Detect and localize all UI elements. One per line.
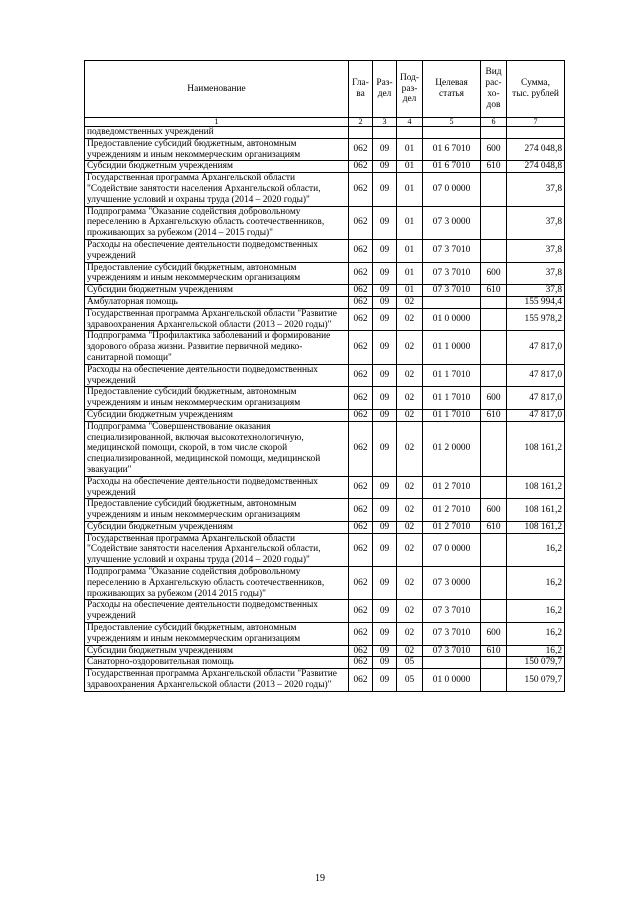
cell-podrazdel: 02 bbox=[397, 600, 423, 623]
cell-name: Подпрограмма "Профилактика заболеваний и формирование здорового образа жизни. Развитие первичной медико-санитарной помощи" bbox=[85, 331, 349, 364]
cell-summa: 16,2 bbox=[507, 567, 565, 600]
cell-name: Государственная программа Архангельской области "Развитие здравоохранения Архангельской области (2013 – 2020 годы)" bbox=[85, 308, 349, 331]
cell-glava: 062 bbox=[349, 600, 373, 623]
table-header-row bbox=[85, 61, 565, 118]
cell-statya: 01 6 7010 bbox=[423, 161, 481, 173]
cell-podrazdel: 02 bbox=[397, 521, 423, 533]
cell-vid: 610 bbox=[481, 521, 507, 533]
cell-summa: 16,2 bbox=[507, 645, 565, 657]
cell-razdel: 09 bbox=[373, 521, 397, 533]
cell-vid bbox=[481, 421, 507, 476]
cell-summa: 37,8 bbox=[507, 206, 565, 239]
cell-glava: 062 bbox=[349, 421, 373, 476]
column-number: 5 bbox=[423, 118, 481, 127]
table-row bbox=[85, 331, 565, 364]
cell-statya: 01 1 7010 bbox=[423, 364, 481, 387]
cell-vid: 600 bbox=[481, 623, 507, 646]
cell-podrazdel: 02 bbox=[397, 421, 423, 476]
cell-podrazdel: 05 bbox=[397, 657, 423, 669]
cell-vid: 600 bbox=[481, 138, 507, 161]
cell-name: Государственная программа Архангельской области "Содействие занятости населения Архангельской области, улучшение условий и охраны труда (2014 – 2020 годы)" bbox=[85, 173, 349, 206]
table-row bbox=[85, 669, 565, 692]
table-row bbox=[85, 476, 565, 499]
cell-statya: 07 0 0000 bbox=[423, 173, 481, 206]
cell-summa: 108 161,2 bbox=[507, 421, 565, 476]
table-row bbox=[85, 409, 565, 421]
column-number: 3 bbox=[373, 118, 397, 127]
cell-glava: 062 bbox=[349, 669, 373, 692]
cell-glava: 062 bbox=[349, 262, 373, 285]
column-number: 7 bbox=[507, 118, 565, 127]
cell-statya: 07 3 7010 bbox=[423, 645, 481, 657]
cell-name: Предоставление субсидий бюджетным, автономным учреждениям и иным некоммерческим организациям bbox=[85, 499, 349, 522]
cell-razdel: 09 bbox=[373, 285, 397, 297]
cell-summa: 37,8 bbox=[507, 173, 565, 206]
cell-statya: 01 1 0000 bbox=[423, 331, 481, 364]
cell-vid bbox=[481, 239, 507, 262]
cell-glava: 062 bbox=[349, 499, 373, 522]
cell-summa: 108 161,2 bbox=[507, 499, 565, 522]
cell-podrazdel bbox=[397, 127, 423, 139]
cell-statya: 01 1 7010 bbox=[423, 387, 481, 410]
cell-razdel: 09 bbox=[373, 239, 397, 262]
cell-statya: 01 6 7010 bbox=[423, 138, 481, 161]
cell-glava bbox=[349, 127, 373, 139]
cell-statya: 01 2 7010 bbox=[423, 521, 481, 533]
cell-statya: 07 3 7010 bbox=[423, 623, 481, 646]
cell-name: Предоставление субсидий бюджетным, автономным учреждениям и иным некоммерческим организациям bbox=[85, 387, 349, 410]
cell-podrazdel: 01 bbox=[397, 262, 423, 285]
cell-vid: 610 bbox=[481, 161, 507, 173]
table-row bbox=[85, 138, 565, 161]
cell-vid: 600 bbox=[481, 387, 507, 410]
cell-name: Субсидии бюджетным учреждениям bbox=[85, 161, 349, 173]
column-number: 6 bbox=[481, 118, 507, 127]
cell-summa: 108 161,2 bbox=[507, 476, 565, 499]
cell-glava: 062 bbox=[349, 623, 373, 646]
cell-name: Предоставление субсидий бюджетным, автономным учреждениям и иным некоммерческим организациям bbox=[85, 138, 349, 161]
table-row bbox=[85, 387, 565, 410]
cell-name: Субсидии бюджетным учреждениям bbox=[85, 521, 349, 533]
cell-name: Субсидии бюджетным учреждениям bbox=[85, 285, 349, 297]
cell-glava: 062 bbox=[349, 645, 373, 657]
cell-glava: 062 bbox=[349, 364, 373, 387]
table-row bbox=[85, 521, 565, 533]
cell-statya: 07 3 0000 bbox=[423, 567, 481, 600]
cell-razdel: 09 bbox=[373, 331, 397, 364]
cell-podrazdel: 02 bbox=[397, 567, 423, 600]
cell-razdel bbox=[373, 127, 397, 139]
cell-summa: 47 817,0 bbox=[507, 331, 565, 364]
page-number: 19 bbox=[315, 873, 325, 884]
cell-summa: 47 817,0 bbox=[507, 387, 565, 410]
table-row bbox=[85, 239, 565, 262]
cell-summa: 155 978,2 bbox=[507, 308, 565, 331]
table-row bbox=[85, 173, 565, 206]
table-row bbox=[85, 421, 565, 476]
column-number: 4 bbox=[397, 118, 423, 127]
table-row bbox=[85, 499, 565, 522]
cell-podrazdel: 02 bbox=[397, 476, 423, 499]
cell-vid: 600 bbox=[481, 499, 507, 522]
cell-podrazdel: 02 bbox=[397, 308, 423, 331]
cell-podrazdel: 02 bbox=[397, 331, 423, 364]
cell-podrazdel: 02 bbox=[397, 387, 423, 410]
cell-podrazdel: 05 bbox=[397, 669, 423, 692]
cell-glava: 062 bbox=[349, 285, 373, 297]
cell-statya: 07 3 7010 bbox=[423, 239, 481, 262]
cell-razdel: 09 bbox=[373, 206, 397, 239]
column-number: 2 bbox=[349, 118, 373, 127]
cell-glava: 062 bbox=[349, 521, 373, 533]
cell-razdel: 09 bbox=[373, 296, 397, 308]
cell-razdel: 09 bbox=[373, 364, 397, 387]
cell-statya: 07 3 7010 bbox=[423, 600, 481, 623]
cell-podrazdel: 01 bbox=[397, 138, 423, 161]
cell-glava: 062 bbox=[349, 567, 373, 600]
cell-name: Государственная программа Архангельской области "Содействие занятости населения Архангельской области, улучшение условий и охраны труда (2014 – 2020 годы)" bbox=[85, 533, 349, 566]
cell-statya: 01 0 0000 bbox=[423, 669, 481, 692]
header-glava: Гла- ва bbox=[349, 61, 373, 118]
column-number: 1 bbox=[85, 118, 349, 127]
cell-razdel: 09 bbox=[373, 173, 397, 206]
cell-vid bbox=[481, 206, 507, 239]
cell-vid bbox=[481, 296, 507, 308]
cell-glava: 062 bbox=[349, 206, 373, 239]
table-row bbox=[85, 533, 565, 566]
cell-podrazdel: 01 bbox=[397, 206, 423, 239]
cell-statya: 07 3 7010 bbox=[423, 285, 481, 297]
cell-razdel: 09 bbox=[373, 387, 397, 410]
cell-podrazdel: 02 bbox=[397, 623, 423, 646]
cell-name: Подпрограмма "Совершенствование оказания специализированной, включая высокотехнологичную, медицинской помощи, скорой, в том числе скорой специализированной, медицинской помощи, медицинской эвакуации" bbox=[85, 421, 349, 476]
cell-summa: 37,8 bbox=[507, 285, 565, 297]
cell-glava: 062 bbox=[349, 138, 373, 161]
cell-glava: 062 bbox=[349, 409, 373, 421]
cell-vid bbox=[481, 127, 507, 139]
cell-podrazdel: 01 bbox=[397, 161, 423, 173]
cell-glava: 062 bbox=[349, 533, 373, 566]
table-row bbox=[85, 206, 565, 239]
cell-razdel: 09 bbox=[373, 308, 397, 331]
cell-podrazdel: 02 bbox=[397, 499, 423, 522]
cell-vid: 600 bbox=[481, 262, 507, 285]
table-row bbox=[85, 296, 565, 308]
table-row bbox=[85, 161, 565, 173]
table-row bbox=[85, 600, 565, 623]
cell-razdel: 09 bbox=[373, 476, 397, 499]
cell-vid bbox=[481, 669, 507, 692]
cell-summa: 47 817,0 bbox=[507, 364, 565, 387]
cell-summa: 16,2 bbox=[507, 533, 565, 566]
table-row bbox=[85, 262, 565, 285]
cell-glava: 062 bbox=[349, 296, 373, 308]
cell-podrazdel: 01 bbox=[397, 239, 423, 262]
cell-razdel: 09 bbox=[373, 645, 397, 657]
cell-podrazdel: 01 bbox=[397, 285, 423, 297]
cell-glava: 062 bbox=[349, 239, 373, 262]
cell-summa: 47 817,0 bbox=[507, 409, 565, 421]
cell-statya bbox=[423, 657, 481, 669]
cell-statya: 01 0 0000 bbox=[423, 308, 481, 331]
cell-glava: 062 bbox=[349, 331, 373, 364]
cell-name: Предоставление субсидий бюджетным, автономным учреждениям и иным некоммерческим организациям bbox=[85, 262, 349, 285]
table-body bbox=[85, 127, 565, 692]
cell-razdel: 09 bbox=[373, 262, 397, 285]
cell-razdel: 09 bbox=[373, 138, 397, 161]
table-row bbox=[85, 127, 565, 139]
cell-podrazdel: 02 bbox=[397, 645, 423, 657]
cell-statya: 07 3 7010 bbox=[423, 262, 481, 285]
table-row bbox=[85, 623, 565, 646]
cell-vid bbox=[481, 331, 507, 364]
cell-statya: 07 3 0000 bbox=[423, 206, 481, 239]
cell-summa: 16,2 bbox=[507, 623, 565, 646]
cell-vid bbox=[481, 567, 507, 600]
cell-statya: 01 1 7010 bbox=[423, 409, 481, 421]
cell-name: Субсидии бюджетным учреждениям bbox=[85, 645, 349, 657]
cell-vid bbox=[481, 476, 507, 499]
table-row bbox=[85, 308, 565, 331]
cell-vid bbox=[481, 533, 507, 566]
budget-table-page bbox=[84, 60, 564, 692]
cell-razdel: 09 bbox=[373, 421, 397, 476]
cell-podrazdel: 02 bbox=[397, 296, 423, 308]
cell-razdel: 09 bbox=[373, 533, 397, 566]
cell-razdel: 09 bbox=[373, 623, 397, 646]
cell-razdel: 09 bbox=[373, 567, 397, 600]
cell-statya bbox=[423, 127, 481, 139]
header-name: Наименование bbox=[85, 61, 349, 118]
table-row bbox=[85, 657, 565, 669]
cell-vid bbox=[481, 308, 507, 331]
cell-name: Амбулаторная помощь bbox=[85, 296, 349, 308]
cell-glava: 062 bbox=[349, 387, 373, 410]
cell-vid: 610 bbox=[481, 285, 507, 297]
cell-vid: 610 bbox=[481, 645, 507, 657]
cell-summa: 108 161,2 bbox=[507, 521, 565, 533]
cell-statya: 01 2 0000 bbox=[423, 421, 481, 476]
column-number-row bbox=[85, 118, 565, 127]
table-row bbox=[85, 364, 565, 387]
cell-vid bbox=[481, 364, 507, 387]
cell-vid bbox=[481, 657, 507, 669]
cell-name: Расходы на обеспечение деятельности подведомственных учреждений bbox=[85, 364, 349, 387]
cell-name: Расходы на обеспечение деятельности подведомственных учреждений bbox=[85, 239, 349, 262]
cell-statya: 07 0 0000 bbox=[423, 533, 481, 566]
cell-name: Государственная программа Архангельской области "Развитие здравоохранения Архангельской области (2013 – 2020 годы)" bbox=[85, 669, 349, 692]
table-row bbox=[85, 567, 565, 600]
cell-razdel: 09 bbox=[373, 669, 397, 692]
cell-razdel: 09 bbox=[373, 499, 397, 522]
cell-razdel: 09 bbox=[373, 409, 397, 421]
cell-summa: 274 048,8 bbox=[507, 138, 565, 161]
cell-statya: 01 2 7010 bbox=[423, 476, 481, 499]
cell-razdel: 09 bbox=[373, 161, 397, 173]
table-row bbox=[85, 285, 565, 297]
cell-name: Расходы на обеспечение деятельности подведомственных учреждений bbox=[85, 476, 349, 499]
cell-summa: 37,8 bbox=[507, 239, 565, 262]
cell-name: подведомственных учреждений bbox=[85, 127, 349, 139]
header-podrazdel: Под- раз- дел bbox=[397, 61, 423, 118]
cell-vid: 610 bbox=[481, 409, 507, 421]
cell-podrazdel: 02 bbox=[397, 364, 423, 387]
cell-summa: 37,8 bbox=[507, 262, 565, 285]
cell-name: Расходы на обеспечение деятельности подведомственных учреждений bbox=[85, 600, 349, 623]
header-statya: Целевая статья bbox=[423, 61, 481, 118]
cell-summa: 274 048,8 bbox=[507, 161, 565, 173]
cell-podrazdel: 02 bbox=[397, 533, 423, 566]
cell-summa: 155 994,4 bbox=[507, 296, 565, 308]
cell-name: Предоставление субсидий бюджетным, автономным учреждениям и иным некоммерческим организациям bbox=[85, 623, 349, 646]
cell-summa: 150 079,7 bbox=[507, 669, 565, 692]
cell-summa: 16,2 bbox=[507, 600, 565, 623]
cell-name: Подпрограмма "Оказание содействия добровольному переселению в Архангельскую область соотечественников, проживающих за рубежом (2014 2015 годы)" bbox=[85, 567, 349, 600]
cell-name: Санаторно-оздоровительная помощь bbox=[85, 657, 349, 669]
header-summa: Сумма, тыс. рублей bbox=[507, 61, 565, 118]
cell-glava: 062 bbox=[349, 657, 373, 669]
cell-glava: 062 bbox=[349, 476, 373, 499]
header-vid: Вид рас- хо- дов bbox=[481, 61, 507, 118]
cell-glava: 062 bbox=[349, 161, 373, 173]
cell-name: Подпрограмма "Оказание содействия добровольному переселению в Архангельскую область соотечественников, проживающих за рубежом (2014 – 2015 годы)" bbox=[85, 206, 349, 239]
header-razdel: Раз- дел bbox=[373, 61, 397, 118]
cell-statya bbox=[423, 296, 481, 308]
cell-glava: 062 bbox=[349, 308, 373, 331]
cell-statya: 01 2 7010 bbox=[423, 499, 481, 522]
cell-summa bbox=[507, 127, 565, 139]
cell-razdel: 09 bbox=[373, 600, 397, 623]
cell-razdel: 09 bbox=[373, 657, 397, 669]
cell-name: Субсидии бюджетным учреждениям bbox=[85, 409, 349, 421]
cell-podrazdel: 02 bbox=[397, 409, 423, 421]
cell-podrazdel: 01 bbox=[397, 173, 423, 206]
cell-vid bbox=[481, 600, 507, 623]
cell-glava: 062 bbox=[349, 173, 373, 206]
budget-table bbox=[84, 60, 565, 692]
cell-summa: 150 079,7 bbox=[507, 657, 565, 669]
cell-vid bbox=[481, 173, 507, 206]
table-row bbox=[85, 645, 565, 657]
